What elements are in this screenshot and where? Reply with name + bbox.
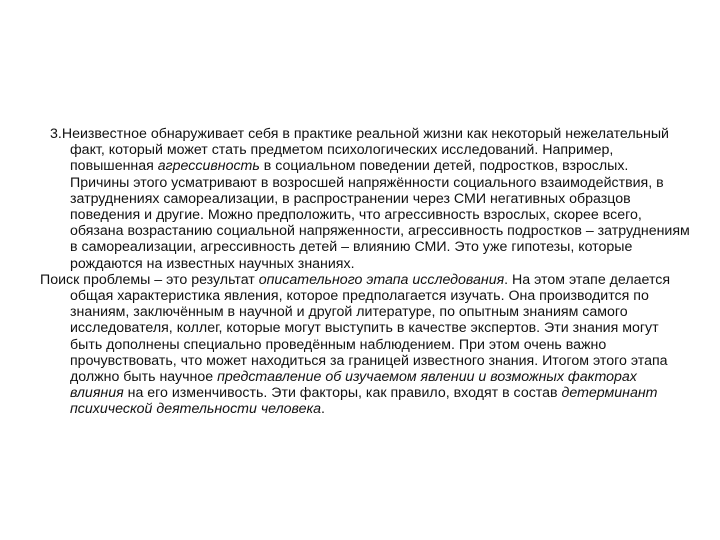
italic-term-aggressiveness: агрессивность xyxy=(157,158,260,175)
text-segment: на его изменчивость. Эти факторы, как правило, входят в состав xyxy=(123,385,562,402)
italic-term-scientific-representation: представление об изучаемом явлении и возможных факторах влияния xyxy=(70,369,637,402)
italic-term-descriptive-stage: описательного этапа исследования xyxy=(258,271,505,288)
text-segment: . xyxy=(321,401,325,418)
italic-term-determinants: детерминант психической деятельности человека xyxy=(70,385,658,418)
text-segment: в социальном поведении детей, подростков, взрослых. Причины этого усматривают в возросшей напряжённости социального взаимодействия, в затруднениях самореализации, в распространении через СМИ негативных образцов поведения и другие. Можно предположить, что агрессивность взрослых, скорее всего, обязана возрастанию социальной напряженности, агрессивность подростков – затруднениям в самореализации, агрессивность детей – влиянию СМИ. Это уже гипотезы, которые рождаются на известных научных знаниях. xyxy=(70,158,690,272)
text-block xyxy=(40,126,690,418)
paragraph-unknown-as-fact xyxy=(40,126,690,272)
text-segment: . На этом этапе делается общая характеристика явления, которое предполагается изучать. Она производится по знаниям, заключённым в научной и другой литературе, по опытным знаниям самого исследователя, коллег, которые могут выступить в качестве экспертов. Эти знания могут быть дополнены специально проведённым наблюдением. При этом очень важно прочувствовать, что может находиться за границей известного знания. Итогом этого этапа должно быть научное xyxy=(70,271,671,386)
paragraph-problem-search xyxy=(40,272,690,418)
text-segment: 3.Неизвестное обнаруживает себя в практике реальной жизни как некоторый нежелательный факт, который может стать предметом психологических исследований. Например, повышенная xyxy=(50,126,669,175)
text-segment: Поиск проблемы – это результат xyxy=(40,271,259,288)
